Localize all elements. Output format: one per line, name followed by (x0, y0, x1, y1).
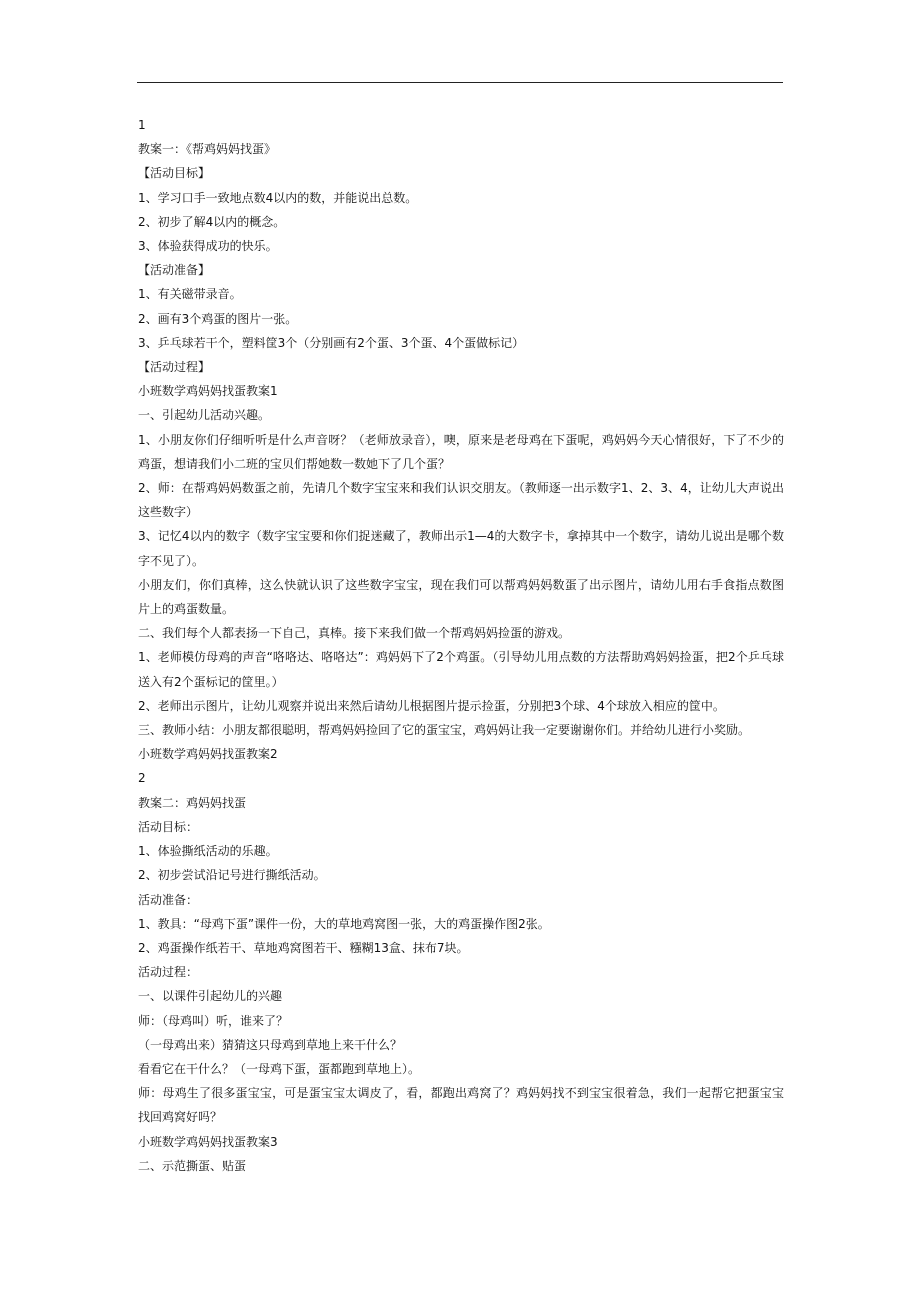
paragraph: 二、我们每个人都表扬一下自己，真棒。接下来我们做一个帮鸡妈妈捡蛋的游戏。 (138, 626, 571, 641)
paragraph: 小朋友们，你们真棒，这么快就认识了这些数字宝宝，现在我们可以帮鸡妈妈数蛋了出示图片，请幼儿用右手食指点数图片上的鸡蛋数量。 (138, 577, 784, 617)
paragraph: 2、老师出示图片，让幼儿观察并说出来然后请幼儿根据图片提示捡蛋，分别把3个球、4个球放入相应的筐中。 (138, 698, 725, 713)
paragraph: 三、教师小结：小朋友都很聪明，帮鸡妈妈捡回了它的蛋宝宝，鸡妈妈让我一定要谢谢你们。并给幼儿进行小奖励。 (138, 723, 751, 738)
paragraph: 小班数学鸡妈妈找蛋教案2 (138, 747, 278, 762)
paragraph: 2、鸡蛋操作纸若干、草地鸡窝图若干、糨糊13盒、抹布7块。 (138, 940, 469, 955)
paragraph: 1、体验撕纸活动的乐趣。 (138, 844, 278, 859)
paragraph: （一母鸡出来）猜猜这只母鸡到草地上来干什么？ (138, 1037, 403, 1052)
paragraph: 1、教具：“母鸡下蛋”课件一份，大的草地鸡窝图一张，大的鸡蛋操作图2张。 (138, 916, 550, 931)
paragraph: 1、小朋友你们仔细听听是什么声音呀？（老师放录音），噢，原来是老母鸡在下蛋呢，鸡妈妈今天心情很好，下了不少的鸡蛋，想请我们小二班的宝贝们帮她数一数她下了几个蛋？ (138, 432, 784, 471)
section-heading: 【活动准备】 (138, 263, 211, 278)
paragraph: 师：母鸡生了很多蛋宝宝，可是蛋宝宝太调皮了，看，都跑出鸡窝了？鸡妈妈找不到宝宝很着急，我们一起帮它把蛋宝宝找回鸡窝好吗？ (138, 1086, 784, 1125)
header-rule (137, 82, 783, 83)
section-heading: 活动过程： (138, 965, 199, 980)
section-heading: 活动目标： (138, 819, 199, 834)
paragraph: 3、记忆4以内的数字（数字宝宝要和你们捉迷藏了，教师出示1—4的大数字卡，拿掉其中一个数字，请幼儿说出是哪个数字不见了）。 (138, 529, 784, 568)
section-heading: 【活动过程】 (138, 360, 211, 375)
paragraph: 3、体验获得成功的快乐。 (138, 239, 278, 254)
paragraph: 小班数学鸡妈妈找蛋教案3 (138, 1134, 278, 1149)
paragraph: 一、引起幼儿活动兴趣。 (138, 408, 271, 423)
paragraph: 1、学习口手一致地点数4以内的数，并能说出总数。 (138, 190, 418, 205)
section-number: 1 (138, 118, 146, 132)
paragraph: 2、初步了解4以内的概念。 (138, 214, 286, 229)
paragraph: 1、有关磁带录音。 (138, 287, 242, 302)
lesson-title: 教案二：鸡妈妈找蛋 (138, 795, 247, 810)
paragraph: 看看它在干什么？（一母鸡下蛋，蛋都跑到草地上）。 (138, 1061, 421, 1076)
section-number: 2 (138, 771, 146, 786)
paragraph: 一、以课件引起幼儿的兴趣 (138, 989, 283, 1004)
paragraph: 师：（母鸡叫）听，谁来了？ (138, 1013, 289, 1028)
paragraph: 二、示范撕蛋、贴蛋 (138, 1158, 247, 1173)
paragraph: 1、老师模仿母鸡的声音“咯咯达、咯咯达”：鸡妈妈下了2个鸡蛋。（引导幼儿用点数的方法帮助鸡妈妈捡蛋，把2个乒乓球送入有2个蛋标记的筐里。） (138, 650, 784, 689)
section-heading: 【活动目标】 (138, 166, 211, 181)
paragraph: 2、初步尝试沿记号进行撕纸活动。 (138, 868, 326, 883)
paragraph: 小班数学鸡妈妈找蛋教案1 (138, 384, 278, 399)
lesson-title: 教案一：《帮鸡妈妈找蛋》 (138, 142, 277, 157)
document-body (138, 113, 784, 1178)
paragraph: 2、画有3个鸡蛋的图片一张。 (138, 311, 298, 326)
section-heading: 活动准备： (138, 892, 199, 907)
paragraph: 2、师：在帮鸡妈妈数蛋之前，先请几个数字宝宝来和我们认识交朋友。（教师逐一出示数字1、2、3、4，让幼儿大声说出这些数字） (138, 481, 784, 520)
paragraph: 3、乒乓球若干个，塑料筐3个（分别画有2个蛋、3个蛋、4个蛋做标记） (138, 335, 525, 350)
